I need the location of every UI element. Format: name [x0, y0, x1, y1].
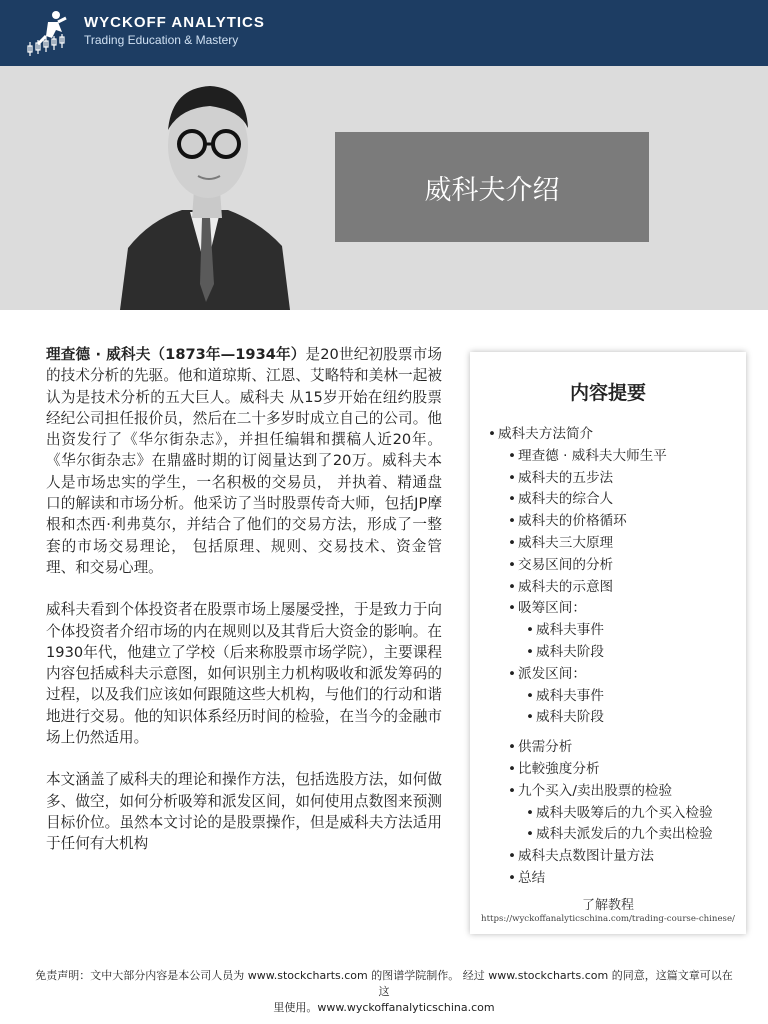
- toc-item-label: 交易区间的分析: [518, 556, 614, 573]
- toc-item-label: 吸筹区间：: [518, 600, 586, 617]
- lead-name: 理查德 · 威科夫（1873年—1934年）: [46, 346, 306, 363]
- bullet-icon: •: [488, 426, 497, 442]
- toc-item-label: 供需分析: [518, 739, 573, 756]
- toc-item-label: 威科夫方法简介: [498, 426, 594, 442]
- hero-banner: [0, 66, 768, 310]
- bullet-icon: •: [508, 447, 517, 464]
- toc-item-label: 威科夫阶段: [536, 643, 604, 660]
- paragraph-1-text: 是20世纪初股票市场的技术分析的先驱。他和道琼斯、江恩、艾略特和美林一起被认为是技术分析的五大巨人。威科夫 从15岁开始在纽约股票经纪公司担任报价员，然后在二十多岁时成立自己的公司。他出资发行了《华尔街杂志》，并担任编辑和撰稿人近20年。《华尔街杂志》在鼎盛时期的订阅量达到了20万。威科夫本人是市场忠实的学生，一名积极的交易员， 并执着、精通盘口的解读和市场分析。他采访了当时股票传奇大师，包括JP摩根和杰西·利弗莫尔，并结合了他们的交易方法，形成了一整套的市场交易理论， 包括原理、规则、交易技术、资金管理、和交易心理。: [46, 346, 442, 576]
- toc-item: [488, 846, 713, 868]
- toc-item-label: 九个买入/卖出股票的检验: [518, 782, 673, 799]
- toc-item: [488, 707, 713, 729]
- bullet-icon: •: [508, 578, 517, 595]
- bullet-icon: •: [508, 513, 517, 530]
- toc-item-label: 威科夫三大原理: [518, 534, 614, 551]
- toc-item: [488, 468, 713, 490]
- toc-item: [488, 424, 713, 446]
- toc-item-label: 威科夫事件: [536, 622, 604, 639]
- disclaimer-line-1: 免责声明：文中大部分内容是本公司人员为 www.stockcharts.com 的图谱学院制作。 经过 www.stockcharts.com 的同意，这篇文章可以在这: [35, 969, 733, 998]
- toc-item: [488, 737, 713, 759]
- toc-item: [488, 511, 713, 533]
- brand: [84, 14, 265, 47]
- site-header: [0, 0, 768, 66]
- brand-name: WYCKOFF ANALYTICS: [84, 14, 265, 31]
- bullet-icon: •: [508, 491, 517, 508]
- toc-item: [488, 555, 713, 577]
- bullet-icon: •: [508, 469, 517, 486]
- bullet-icon: •: [526, 709, 535, 726]
- bullet-icon: •: [508, 534, 517, 551]
- toc-item: [488, 446, 713, 468]
- bullet-icon: •: [508, 782, 517, 799]
- bullet-icon: •: [508, 665, 517, 682]
- bullet-icon: •: [526, 826, 535, 843]
- toc-item-label: 理查德 · 威科夫大师生平: [518, 447, 667, 464]
- toc-item-label: 威科夫吸筹后的九个买入检验: [536, 804, 713, 821]
- toc-item-label: 威科夫的示意图: [518, 578, 614, 595]
- paragraph-2: 威科夫看到个体投资者在股票市场上屡屡受挫，于是致力于向个体投资者介绍市场的内在规则以及其背后大资金的影响。在1930年代，他建立了学校（后来称股票市场学院），主要课程内容包括威科夫示意图，如何识别主力机构吸收和派发筹码的过程，以及我们应该如何跟随这些大机构，与他们的行动和谐地进行交易。他的知识体系经历时间的检验，在当今的金融市场上仍然适用。: [46, 601, 442, 747]
- toc-item-label: 总结: [518, 869, 546, 886]
- toc-item-label: 派发区间：: [518, 665, 586, 682]
- bullet-icon: •: [526, 687, 535, 704]
- bullet-icon: •: [526, 804, 535, 821]
- article-body: [46, 344, 442, 876]
- bullet-icon: •: [508, 869, 517, 886]
- page-title-box: [335, 132, 649, 242]
- toc-item: [488, 759, 713, 781]
- paragraph-1: [46, 344, 442, 578]
- toc-item-label: 比較強度分析: [518, 760, 600, 777]
- portrait-image: [120, 70, 290, 310]
- toc-title: 内容提要: [569, 382, 646, 404]
- toc-item: [488, 642, 713, 664]
- bullet-icon: •: [508, 848, 517, 865]
- bullet-icon: •: [526, 622, 535, 639]
- toc-item: [488, 664, 713, 686]
- toc-course-link[interactable]: 了解教程: [581, 898, 634, 913]
- toc-item-label: 威科夫点数图计量方法: [518, 848, 654, 865]
- toc-item: [488, 803, 713, 825]
- toc-item-label: 威科夫的五步法: [518, 469, 614, 486]
- disclaimer-footer: [30, 968, 738, 1016]
- table-of-contents: [470, 352, 746, 934]
- disclaimer-line-2: 里使用。www.wyckoffanalyticschina.com: [273, 1001, 495, 1014]
- paragraph-3: 本文涵盖了威科夫的理论和操作方法，包括选股方法，如何做多、做空，如何分析吸筹和派发区间，如何使用点数图来预测目标价位。虽然本文讨论的是股票操作，但是威科夫方法适用于任何有大机构: [46, 771, 442, 853]
- toc-item-label: 威科夫的价格循环: [518, 513, 627, 530]
- toc-item: [488, 533, 713, 555]
- toc-item: [488, 489, 713, 511]
- toc-item-label: 威科夫阶段: [536, 709, 604, 726]
- toc-item: [488, 620, 713, 642]
- bullet-icon: •: [508, 760, 517, 777]
- bullet-icon: •: [508, 556, 517, 573]
- bullet-icon: •: [508, 600, 517, 617]
- page-title: 威科夫介绍: [424, 174, 560, 206]
- toc-item: [488, 686, 713, 708]
- toc-item: [488, 824, 713, 846]
- toc-list: [488, 424, 713, 890]
- toc-item: [488, 577, 713, 599]
- bullet-icon: •: [526, 643, 535, 660]
- bullet-icon: •: [508, 739, 517, 756]
- toc-item: [488, 598, 713, 620]
- toc-course-url[interactable]: https://wyckoffanalyticschina.com/trading-course-chinese/: [481, 914, 735, 924]
- brand-tagline: Trading Education & Mastery: [84, 33, 239, 47]
- toc-item: [488, 868, 713, 890]
- candlestick-runner-logo-icon: [26, 8, 74, 58]
- toc-item-label: 威科夫事件: [536, 687, 604, 704]
- toc-item-label: 威科夫的综合人: [518, 491, 614, 508]
- toc-item-label: 威科夫派发后的九个卖出检验: [536, 826, 713, 843]
- toc-item: [488, 781, 713, 803]
